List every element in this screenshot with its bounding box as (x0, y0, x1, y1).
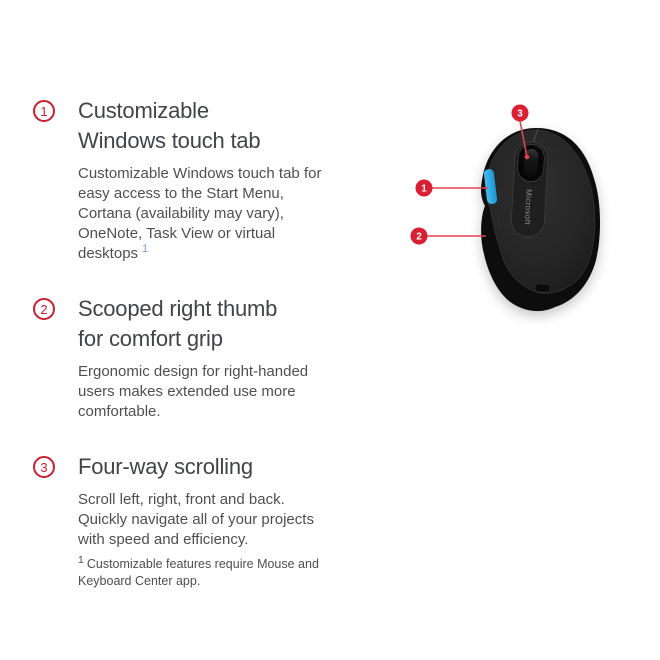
brand-label: Microsoft (522, 188, 534, 226)
feature-2-title-line2: for comfort grip (78, 326, 223, 351)
feature-1-title (78, 96, 324, 156)
feature-3-description-text: Scroll left, right, front and back. Quickly navigate all of your projects with speed and efficiency. (78, 491, 314, 548)
footnote-reference-link[interactable]: 1 (142, 243, 149, 255)
feature-2-title (78, 294, 324, 354)
feature-1-content (78, 96, 324, 264)
feature-3-number: 3 (40, 459, 48, 475)
feature-3-content (78, 452, 338, 590)
feature-1-title-line2: Windows touch tab (78, 128, 261, 153)
feature-2-content (78, 294, 324, 422)
feature-1-description-text: Customizable Windows touch tab for easy access to the Start Menu, Cortana (availability may vary), OneNote, Task View or virtual desktops (78, 165, 322, 262)
mouse-illustration (388, 85, 638, 325)
footnote (78, 553, 330, 590)
feature-3-title (78, 452, 338, 482)
feature-section-2 (33, 294, 324, 422)
feature-2-number: 2 (40, 301, 48, 317)
feature-1-number: 1 (40, 103, 48, 119)
footnote-marker: 1 (78, 553, 84, 566)
feature-section-1 (33, 96, 324, 264)
footnote-text: Customizable features require Mouse and Keyboard Center app. (78, 557, 319, 588)
feature-3-title-line1: Four-way scrolling (78, 454, 253, 479)
feature-2-number-badge (33, 298, 55, 320)
mouse-bottom-notch (535, 284, 550, 292)
feature-2-title-line1: Scooped right thumb (78, 296, 278, 321)
feature-3-number-badge (33, 456, 55, 478)
feature-3-description (78, 490, 338, 550)
feature-2-description (78, 362, 324, 422)
feature-1-description (78, 164, 324, 264)
scroll-wheel (523, 148, 539, 178)
feature-section-3 (33, 452, 338, 590)
feature-1-number-badge (33, 100, 55, 122)
feature-2-description-text: Ergonomic design for right-handed users makes extended use more comfortable. (78, 363, 309, 420)
callout-1-label: 1 (421, 183, 427, 195)
product-figure (388, 85, 638, 325)
callout-3-tip (525, 155, 529, 159)
callout-2-label: 2 (416, 231, 422, 243)
feature-1-title-line1: Customizable (78, 98, 209, 123)
callout-3-label: 3 (517, 108, 523, 120)
